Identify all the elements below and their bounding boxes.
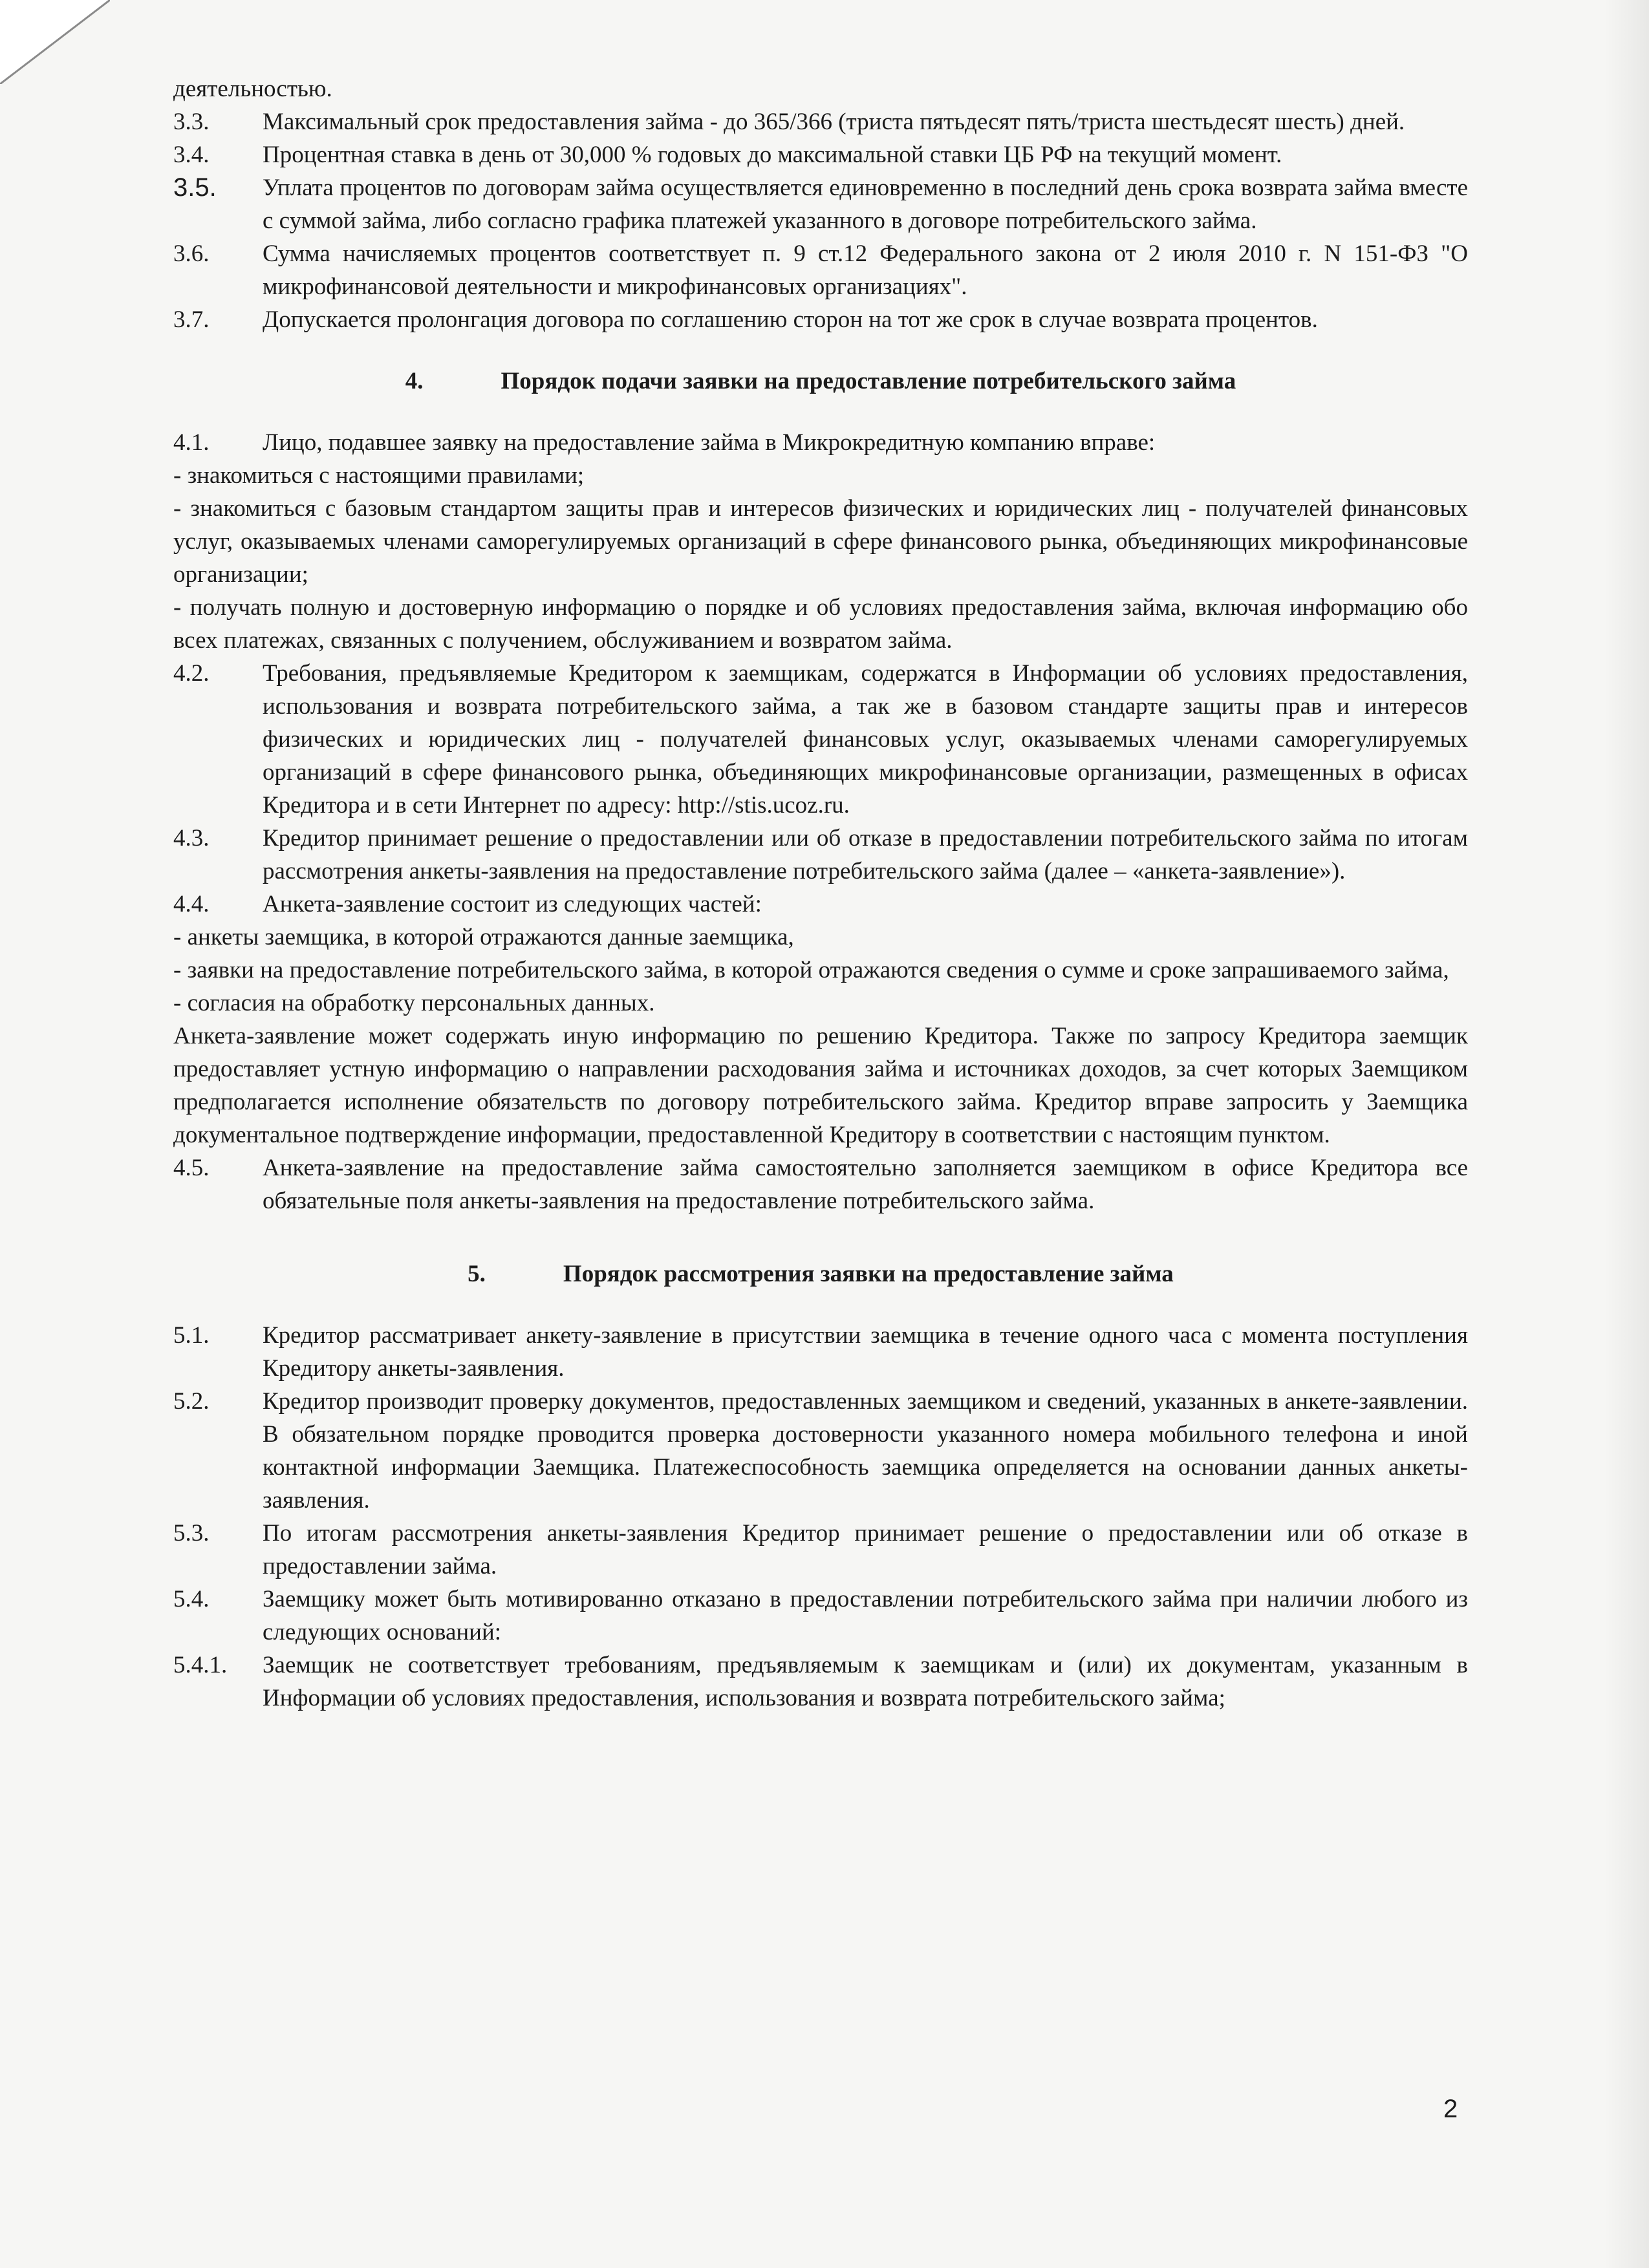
clause-text: Процентная ставка в день от 30,000 % годовых до максимальной ставки ЦБ РФ на текущий момент. [263,142,1282,168]
clause-4-1 [173,426,1468,459]
clause-text: Уплата процентов по договорам займа осуществляется единовременно в последний день срока возврата займа вместе с суммой займа, либо согласно графика платежей указанного в договоре потребительского займа. [263,175,1468,234]
clause-number: 3.6. [173,241,210,267]
clause-number: 4.2. [173,660,210,687]
clause-4-5 [173,1151,1468,1217]
section-title: Порядок подачи заявки на предоставление потребительского займа [501,368,1236,394]
clause-text: Заемщик не соответствует требованиям, предъявляемым к заемщикам и (или) их документам, указанным в Информации об условиях предоставления, использования и возврата потребительского займа; [263,1652,1468,1711]
clause-number: 4.1. [173,429,210,456]
clause-5-2 [173,1385,1468,1517]
bullet-item: - знакомиться с настоящими правилами; [173,462,585,489]
clause-number: 3.7. [173,306,210,333]
clause-number: 5.1. [173,1322,210,1349]
section-number: 4. [405,368,424,394]
clause-text: Заемщику может быть мотивированно отказано в предоставлении потребительского займа при наличии любого из следующих оснований: [263,1586,1468,1645]
clause-4-2 [173,657,1468,822]
bullet-item: - согласия на обработку персональных данных. [173,990,655,1016]
clause-3-5 [173,171,1468,237]
page-number: 2 [1443,2095,1458,2123]
clause-text: По итогам рассмотрения анкеты-заявления Кредитор принимает решение о предоставлении или об отказе в предоставлении займа. [263,1520,1468,1579]
clause-3-4 [173,138,1468,171]
clause-number: 3.3. [173,109,210,135]
clause-3-3 [173,105,1468,138]
clause-text: Допускается пролонгация договора по соглашению сторон на тот же срок в случае возврата процентов. [263,306,1318,333]
scan-edge-shadow [1604,0,1649,2268]
clause-text: Требования, предъявляемые Кредитором к заемщикам, содержатся в Информации об условиях предоставления, использования и возврата потребительского займа, а так же в базовом стандарте защиты прав и интересов физических и юридических лиц - получателей финансовых услуг, оказываемых членами саморегулируемых организаций в сфере финансового рынка, объединяющих микрофинансовые организации, размещенных в офисах Кредитора и в сети Интернет по адресу: http://stis.ucoz.ru. [263,660,1468,818]
page-fold-corner [0,0,110,84]
clause-number: 4.3. [173,825,210,851]
clause-number: 5.4.1. [173,1652,228,1678]
section-title: Порядок рассмотрения заявки на предоставление займа [563,1261,1174,1287]
bullet-item: - знакомиться с базовым стандартом защиты прав и интересов физических и юридических лиц - получателей финансовых услуг, оказываемых членами саморегулируемых организаций в сфере финансового рынка, объединяющих микрофинансовые организации; [173,495,1468,588]
clause-number: 3.5. [173,173,217,202]
clause-number: 5.2. [173,1388,210,1415]
clause-text: Анкета-заявление на предоставление займа самостоятельно заполняется заемщиком в офисе Кредитора все обязательные поля анкеты-заявления на предоставление потребительского займа. [263,1155,1468,1214]
clause-text: Анкета-заявление состоит из следующих частей: [263,891,762,917]
clause-number: 5.4. [173,1586,210,1612]
clause-paragraph: Анкета-заявление может содержать иную информацию по решению Кредитора. Также по запросу Кредитора заемщик предоставляет устную информацию о направлении расходования займа и источниках доходов, за счет которых Заемщиком предполагается исполнение обязательств по договору потребительского займа. Кредитор вправе запросить у Заемщика документальное подтверждение информации, предоставленной Кредитору в соответствии с настоящим пунктом. [173,1023,1468,1148]
document-page [173,72,1468,1715]
bullet-item: - анкеты заемщика, в которой отражаются данные заемщика, [173,924,794,950]
clause-4-4 [173,888,1468,921]
clause-5-4 [173,1583,1468,1649]
clause-5-3 [173,1517,1468,1583]
clause-text: Максимальный срок предоставления займа - до 365/366 (триста пятьдесят пять/триста шестьдесят шесть) дней. [263,109,1405,135]
clause-text: Кредитор рассматривает анкету-заявление в присутствии заемщика в течение одного часа с момента поступления Кредитору анкеты-заявления. [263,1322,1468,1382]
clause-number: 5.3. [173,1520,210,1546]
continuation-line: деятельностью. [173,76,332,102]
clause-3-7 [173,303,1468,336]
clause-text: Кредитор принимает решение о предоставлении или об отказе в предоставлении потребительского займа по итогам рассмотрения анкеты-заявления на предоставление потребительского займа (далее – «анкета-заявление»). [263,825,1468,884]
clause-text: Сумма начисляемых процентов соответствует п. 9 ст.12 Федерального закона от 2 июля 2010 г. N 151-ФЗ "О микрофинансовой деятельности и микрофинансовых организациях". [263,241,1468,300]
clause-number: 4.4. [173,891,210,917]
clause-text: Кредитор производит проверку документов, предоставленных заемщиком и сведений, указанных в анкете-заявлении. В обязательном порядке проводится проверка достоверности указанного номера мобильного телефона и иной контактной информации Заемщика. Платежеспособность заемщика определяется на основании данных анкеты-заявления. [263,1388,1468,1514]
bullet-item: - получать полную и достоверную информацию о порядке и об условиях предоставления займа, включая информацию обо всех платежах, связанных с получением, обслуживанием и возвратом займа. [173,594,1468,654]
clause-5-4-1 [173,1649,1468,1715]
section-3-items [173,105,1468,336]
section-5-heading [173,1257,1468,1290]
bullet-item: - заявки на предоставление потребительского займа, в которой отражаются сведения о сумме и сроке запрашиваемого займа, [173,957,1449,983]
clause-5-1 [173,1319,1468,1385]
clause-4-3 [173,822,1468,888]
section-4-heading [173,365,1468,398]
section-number: 5. [468,1261,486,1287]
clause-number: 3.4. [173,142,210,168]
clause-3-6 [173,237,1468,303]
clause-text: Лицо, подавшее заявку на предоставление займа в Микрокредитную компанию вправе: [263,429,1156,456]
clause-number: 4.5. [173,1155,210,1181]
